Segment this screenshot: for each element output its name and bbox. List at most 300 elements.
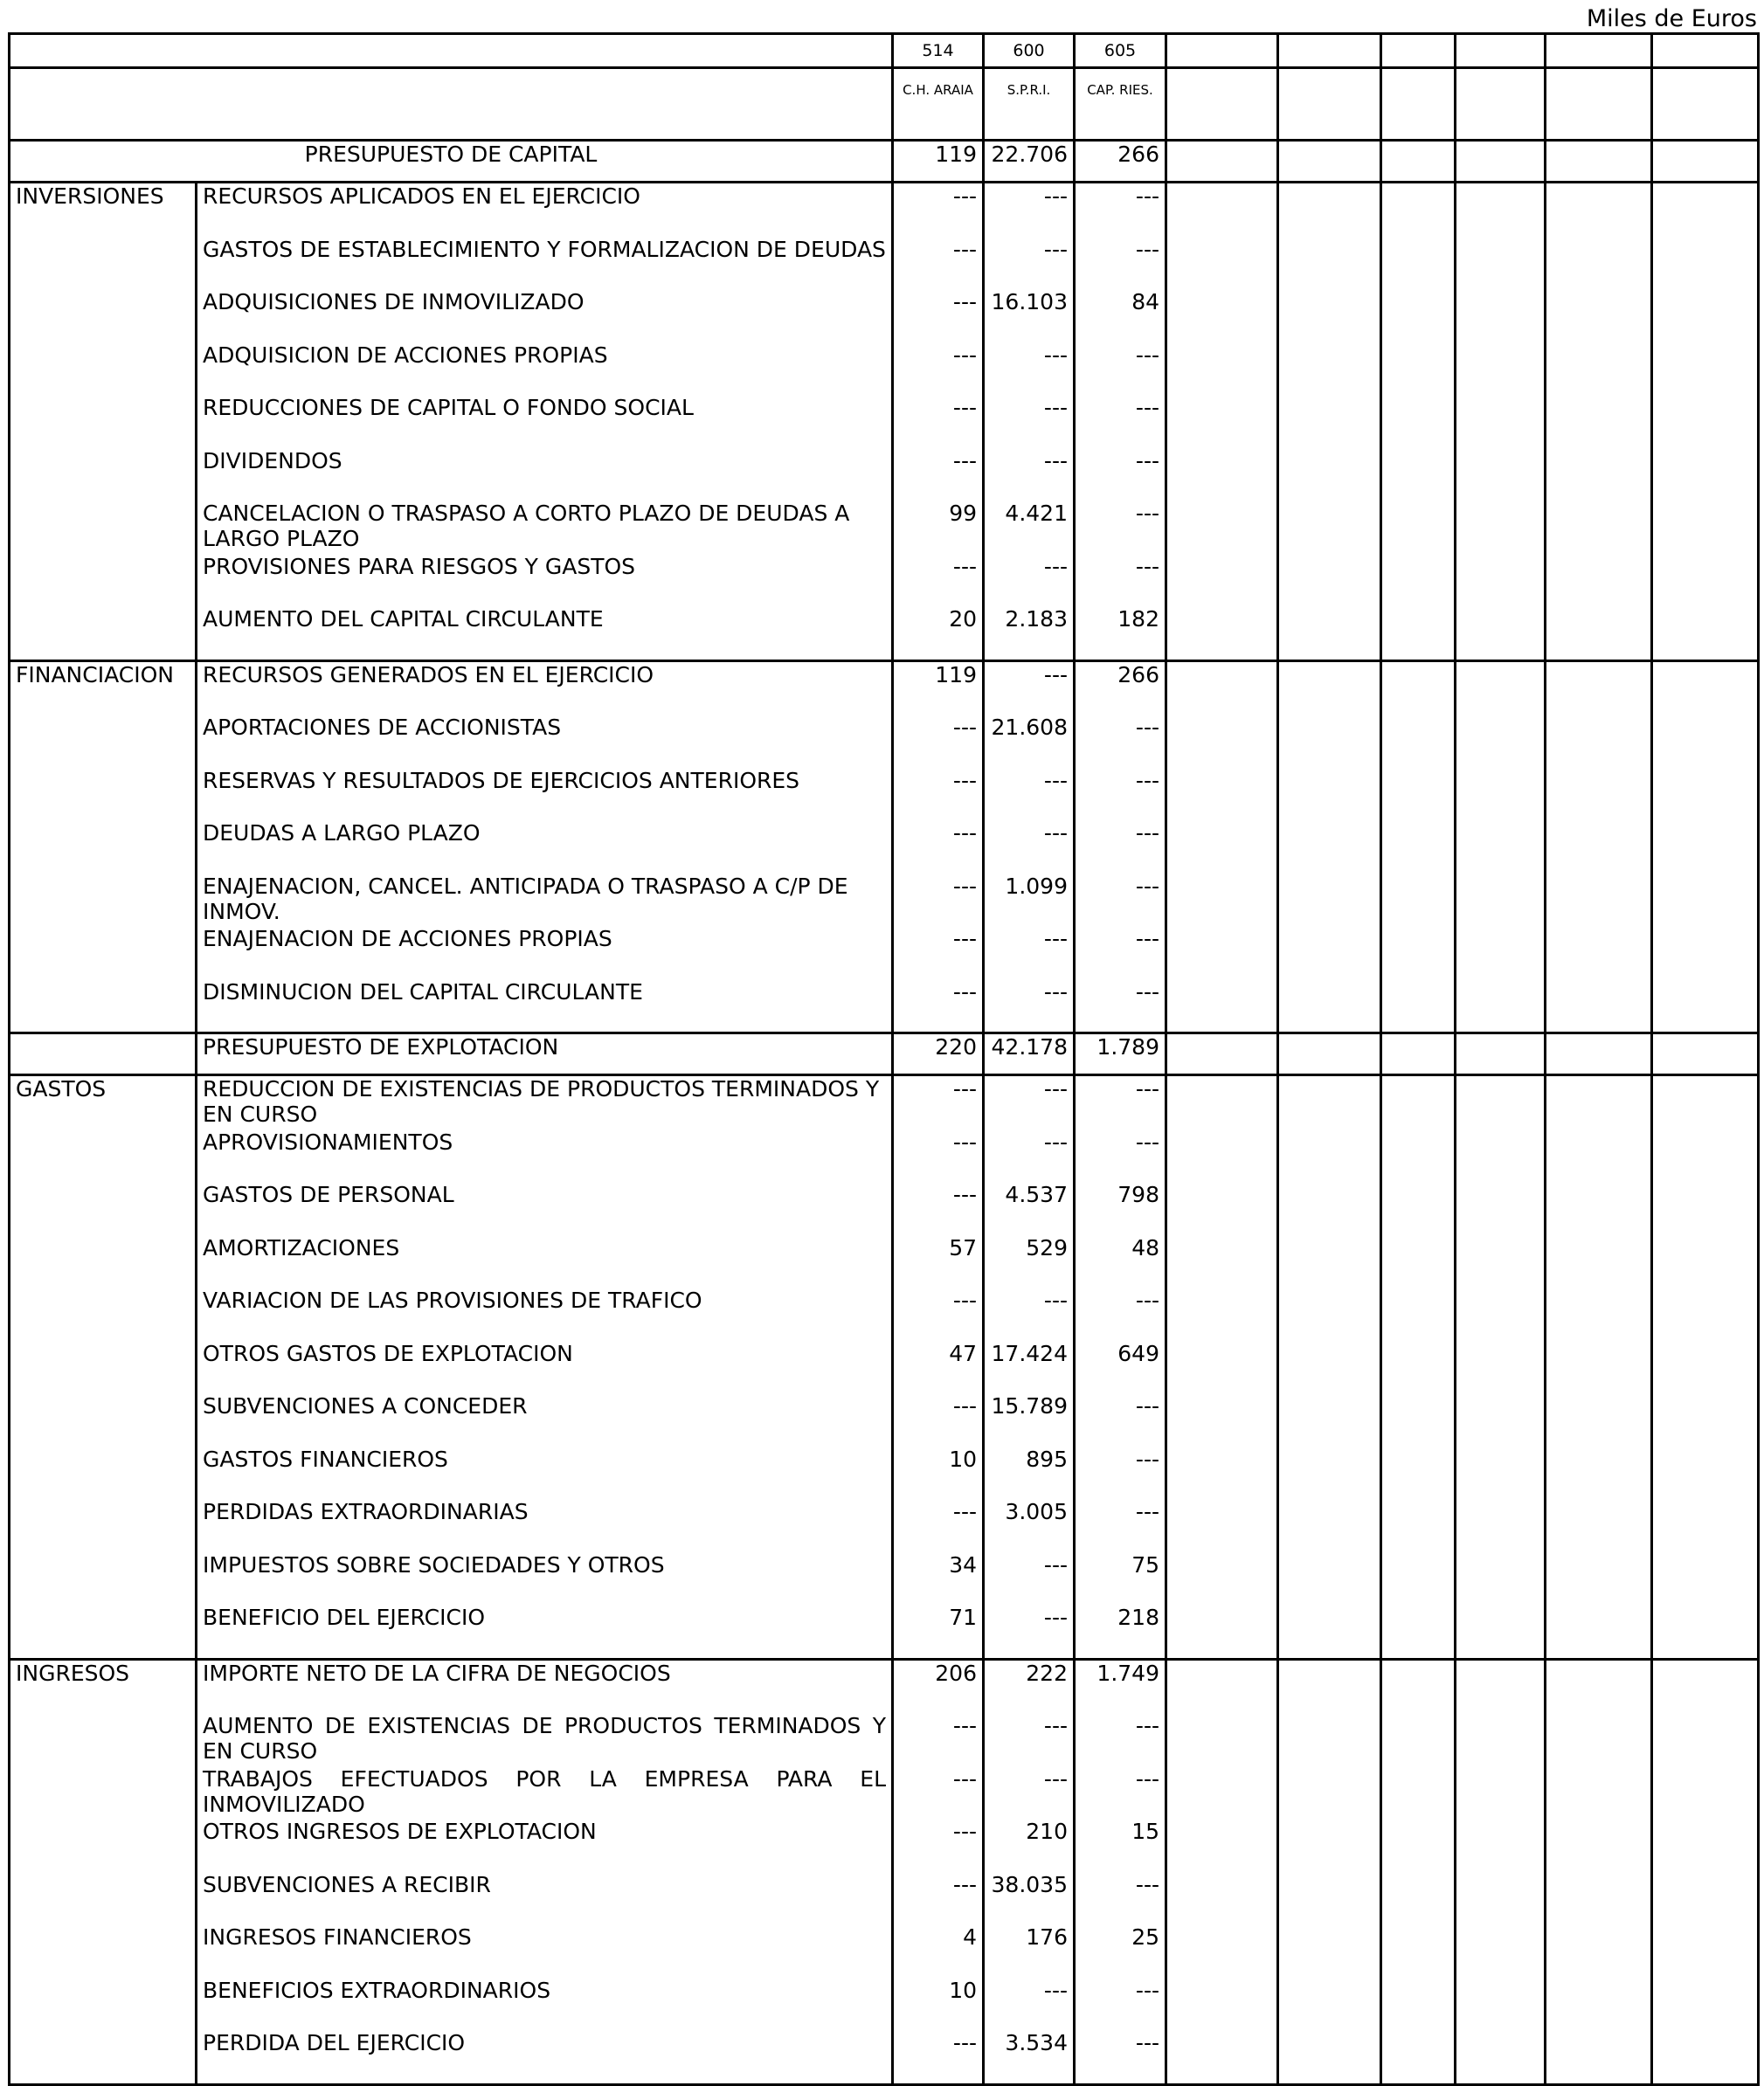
empty-column-cell bbox=[1381, 395, 1456, 448]
budget-total: 220 bbox=[893, 1033, 984, 1075]
table-row bbox=[10, 554, 1759, 607]
empty-column-cell bbox=[1166, 237, 1278, 290]
empty-column-cell bbox=[1166, 820, 1278, 874]
row-value: --- bbox=[893, 1075, 984, 1129]
row-value: --- bbox=[984, 183, 1075, 237]
row-value: 20 bbox=[893, 606, 984, 660]
column-code-row bbox=[10, 34, 1759, 68]
empty-column-cell bbox=[1278, 715, 1381, 768]
table-row bbox=[10, 183, 1759, 237]
row-value: --- bbox=[984, 395, 1075, 448]
row-value: --- bbox=[893, 979, 984, 1033]
empty-column-cell bbox=[1456, 448, 1546, 501]
empty-column-cell bbox=[1166, 2030, 1278, 2084]
row-label: PERDIDAS EXTRAORDINARIAS bbox=[197, 1499, 893, 1552]
row-label: RECURSOS GENERADOS EN EL EJERCICIO bbox=[197, 660, 893, 715]
empty-column-cell bbox=[1652, 1393, 1759, 1447]
empty-column-cell bbox=[1278, 342, 1381, 396]
empty-column-cell bbox=[1652, 1235, 1759, 1288]
row-value: 47 bbox=[893, 1341, 984, 1394]
empty-column-cell bbox=[1546, 1288, 1652, 1341]
empty-column-cell bbox=[1546, 1713, 1652, 1766]
empty-column-cell bbox=[1456, 1235, 1546, 1288]
row-value: --- bbox=[1075, 1393, 1166, 1447]
empty-column-cell bbox=[1652, 1129, 1759, 1183]
empty-column-cell bbox=[1456, 395, 1546, 448]
row-label: REDUCCIONES DE CAPITAL O FONDO SOCIAL bbox=[197, 395, 893, 448]
row-value: --- bbox=[1075, 1872, 1166, 1925]
row-value: 99 bbox=[893, 501, 984, 554]
row-value: --- bbox=[984, 342, 1075, 396]
row-label: RESERVAS Y RESULTADOS DE EJERCICIOS ANTERIORES bbox=[197, 768, 893, 821]
row-value: --- bbox=[1075, 768, 1166, 821]
row-label: IMPORTE NETO DE LA CIFRA DE NEGOCIOS bbox=[197, 1659, 893, 1713]
empty-column-cell bbox=[1546, 820, 1652, 874]
empty-column-cell bbox=[1456, 141, 1546, 183]
row-value: --- bbox=[1075, 1288, 1166, 1341]
table-row bbox=[10, 1075, 1759, 1129]
row-value: --- bbox=[893, 1872, 984, 1925]
empty-column-cell bbox=[1456, 1872, 1546, 1925]
empty-column-cell bbox=[1381, 1924, 1456, 1978]
row-value: --- bbox=[893, 2030, 984, 2084]
empty-column-cell bbox=[1456, 1978, 1546, 2031]
row-value: --- bbox=[984, 1978, 1075, 2031]
row-value: --- bbox=[1075, 448, 1166, 501]
empty-column-cell bbox=[1381, 342, 1456, 396]
empty-column-cell bbox=[1166, 1129, 1278, 1183]
row-value: 57 bbox=[893, 1235, 984, 1288]
empty-column-cell bbox=[1652, 1552, 1759, 1606]
row-value: --- bbox=[984, 1713, 1075, 1766]
empty-column-cell bbox=[1546, 874, 1652, 927]
column-name: S.P.R.I. bbox=[984, 68, 1075, 141]
table-row bbox=[10, 979, 1759, 1033]
row-label: ADQUISICION DE ACCIONES PROPIAS bbox=[197, 342, 893, 396]
empty-column-cell bbox=[1652, 2030, 1759, 2084]
empty-column-cell bbox=[1278, 1235, 1381, 1288]
empty-column-cell bbox=[1456, 1129, 1546, 1183]
empty-column-cell bbox=[1381, 1766, 1456, 1820]
empty-column-cell bbox=[1652, 820, 1759, 874]
row-label: VARIACION DE LAS PROVISIONES DE TRAFICO bbox=[197, 1288, 893, 1341]
row-value: 3.005 bbox=[984, 1499, 1075, 1552]
row-label: GASTOS DE PERSONAL bbox=[197, 1182, 893, 1235]
empty-column-cell bbox=[1546, 1978, 1652, 2031]
empty-column-cell bbox=[1456, 34, 1546, 68]
table-row bbox=[10, 2030, 1759, 2084]
empty-column-cell bbox=[1278, 1499, 1381, 1552]
empty-column-cell bbox=[1166, 979, 1278, 1033]
empty-column-cell bbox=[1278, 68, 1381, 141]
row-value: 206 bbox=[893, 1659, 984, 1713]
empty-column-cell bbox=[1278, 554, 1381, 607]
row-value: 119 bbox=[893, 660, 984, 715]
row-label: OTROS GASTOS DE EXPLOTACION bbox=[197, 1341, 893, 1394]
empty-column-cell bbox=[1381, 68, 1456, 141]
row-value: --- bbox=[1075, 554, 1166, 607]
empty-column-cell bbox=[1546, 1129, 1652, 1183]
empty-column-cell bbox=[1381, 1447, 1456, 1500]
table-row bbox=[10, 1766, 1759, 1820]
empty-column-cell bbox=[1381, 183, 1456, 237]
empty-column-cell bbox=[1278, 395, 1381, 448]
row-label: SUBVENCIONES A CONCEDER bbox=[197, 1393, 893, 1447]
row-value: --- bbox=[1075, 820, 1166, 874]
empty-column-cell bbox=[1652, 448, 1759, 501]
table-row bbox=[10, 1129, 1759, 1183]
row-label: DEUDAS A LARGO PLAZO bbox=[197, 820, 893, 874]
empty-column-cell bbox=[1456, 68, 1546, 141]
row-value: 38.035 bbox=[984, 1872, 1075, 1925]
empty-column-cell bbox=[1456, 1341, 1546, 1394]
row-value: 4.421 bbox=[984, 501, 1075, 554]
row-value: 266 bbox=[1075, 660, 1166, 715]
empty-column-cell bbox=[1456, 1182, 1546, 1235]
empty-column-cell bbox=[1381, 1819, 1456, 1872]
empty-column-cell bbox=[1652, 715, 1759, 768]
empty-column-cell bbox=[1652, 501, 1759, 554]
empty-column-cell bbox=[1546, 1499, 1652, 1552]
empty-column-cell bbox=[1652, 926, 1759, 979]
empty-column-cell bbox=[1652, 1499, 1759, 1552]
row-value: 75 bbox=[1075, 1552, 1166, 1606]
empty-column-cell bbox=[1546, 237, 1652, 290]
empty-column-cell bbox=[1166, 1659, 1278, 1713]
table-row bbox=[10, 289, 1759, 342]
empty-column-cell bbox=[1166, 1075, 1278, 1129]
empty-column-cell bbox=[1456, 1033, 1546, 1075]
header-blank bbox=[10, 68, 893, 141]
row-value: --- bbox=[1075, 1499, 1166, 1552]
empty-column-cell bbox=[1166, 1288, 1278, 1341]
row-label: APROVISIONAMIENTOS bbox=[197, 1129, 893, 1183]
column-name-row bbox=[10, 68, 1759, 141]
empty-column-cell bbox=[1381, 820, 1456, 874]
empty-column-cell bbox=[1278, 289, 1381, 342]
budget-total: 22.706 bbox=[984, 141, 1075, 183]
empty-column-cell bbox=[1546, 141, 1652, 183]
empty-column-cell bbox=[1278, 34, 1381, 68]
section-label: GASTOS bbox=[10, 1075, 197, 1660]
row-value: --- bbox=[1075, 926, 1166, 979]
row-value: --- bbox=[893, 874, 984, 927]
row-value: --- bbox=[984, 1552, 1075, 1606]
empty-column-cell bbox=[1652, 1182, 1759, 1235]
row-value: --- bbox=[893, 183, 984, 237]
empty-column-cell bbox=[1166, 606, 1278, 660]
row-label: AMORTIZACIONES bbox=[197, 1235, 893, 1288]
empty-column-cell bbox=[1278, 1978, 1381, 2031]
table-row bbox=[10, 660, 1759, 715]
empty-column-cell bbox=[1166, 1235, 1278, 1288]
empty-column-cell bbox=[1166, 554, 1278, 607]
empty-column-cell bbox=[1546, 1033, 1652, 1075]
row-value: --- bbox=[984, 448, 1075, 501]
empty-column-cell bbox=[1546, 606, 1652, 660]
empty-column-cell bbox=[1546, 1552, 1652, 1606]
row-value: --- bbox=[1075, 395, 1166, 448]
row-value: --- bbox=[893, 1766, 984, 1820]
section-label: INGRESOS bbox=[10, 1659, 197, 2084]
row-value: --- bbox=[984, 237, 1075, 290]
empty-column-cell bbox=[1166, 926, 1278, 979]
table-row bbox=[10, 1499, 1759, 1552]
empty-column-cell bbox=[1456, 660, 1546, 715]
row-label: PERDIDA DEL EJERCICIO bbox=[197, 2030, 893, 2084]
empty-column-cell bbox=[1166, 395, 1278, 448]
empty-column-cell bbox=[1652, 874, 1759, 927]
row-value: 16.103 bbox=[984, 289, 1075, 342]
row-label: REDUCCION DE EXISTENCIAS DE PRODUCTOS TERMINADOS Y EN CURSO bbox=[197, 1075, 893, 1129]
empty-column-cell bbox=[1166, 141, 1278, 183]
empty-column-cell bbox=[1278, 1341, 1381, 1394]
table-row bbox=[10, 342, 1759, 396]
empty-column-cell bbox=[1456, 183, 1546, 237]
row-value: --- bbox=[893, 448, 984, 501]
table-row bbox=[10, 501, 1759, 554]
row-value: 210 bbox=[984, 1819, 1075, 1872]
empty-column-cell bbox=[1546, 1341, 1652, 1394]
column-code: 514 bbox=[893, 34, 984, 68]
row-value: --- bbox=[984, 979, 1075, 1033]
row-value: --- bbox=[893, 342, 984, 396]
empty-column-cell bbox=[1278, 1129, 1381, 1183]
empty-column-cell bbox=[1166, 34, 1278, 68]
row-value: --- bbox=[893, 1819, 984, 1872]
table-row bbox=[10, 237, 1759, 290]
empty-column-cell bbox=[1166, 1341, 1278, 1394]
empty-column-cell bbox=[1652, 1819, 1759, 1872]
budget-total: 42.178 bbox=[984, 1033, 1075, 1075]
empty-column-cell bbox=[1652, 1447, 1759, 1500]
row-value: --- bbox=[1075, 715, 1166, 768]
row-value: 895 bbox=[984, 1447, 1075, 1500]
empty-column-cell bbox=[1278, 1075, 1381, 1129]
empty-column-cell bbox=[1456, 501, 1546, 554]
empty-column-cell bbox=[1546, 1075, 1652, 1129]
empty-column-cell bbox=[1381, 2030, 1456, 2084]
empty-column-cell bbox=[1652, 141, 1759, 183]
row-value: 649 bbox=[1075, 1341, 1166, 1394]
table-row bbox=[10, 1341, 1759, 1394]
empty-column-cell bbox=[1278, 1288, 1381, 1341]
empty-column-cell bbox=[1381, 768, 1456, 821]
empty-column-cell bbox=[1652, 1075, 1759, 1129]
empty-column-cell bbox=[1278, 660, 1381, 715]
empty-column-cell bbox=[1456, 554, 1546, 607]
budget-total: 266 bbox=[1075, 141, 1166, 183]
row-label: OTROS INGRESOS DE EXPLOTACION bbox=[197, 1819, 893, 1872]
table-row bbox=[10, 606, 1759, 660]
empty-column-cell bbox=[1166, 1872, 1278, 1925]
row-value: --- bbox=[893, 1713, 984, 1766]
row-label: AUMENTO DEL CAPITAL CIRCULANTE bbox=[197, 606, 893, 660]
empty-column-cell bbox=[1381, 1499, 1456, 1552]
empty-column-cell bbox=[1381, 660, 1456, 715]
empty-column-cell bbox=[1166, 448, 1278, 501]
empty-column-cell bbox=[1278, 141, 1381, 183]
empty-column-cell bbox=[1381, 1235, 1456, 1288]
table-row bbox=[10, 1659, 1759, 1713]
section-label: FINANCIACION bbox=[10, 660, 197, 1033]
row-value: --- bbox=[893, 237, 984, 290]
row-value: 15 bbox=[1075, 1819, 1166, 1872]
empty-column-cell bbox=[1546, 1924, 1652, 1978]
empty-column-cell bbox=[1278, 501, 1381, 554]
empty-column-cell bbox=[1381, 1129, 1456, 1183]
empty-column-cell bbox=[1381, 1393, 1456, 1447]
empty-column-cell bbox=[1456, 768, 1546, 821]
table-row bbox=[10, 1978, 1759, 2031]
empty-column-cell bbox=[1166, 1552, 1278, 1606]
section-label: INVERSIONES bbox=[10, 183, 197, 661]
row-label: ENAJENACION DE ACCIONES PROPIAS bbox=[197, 926, 893, 979]
row-value: --- bbox=[893, 289, 984, 342]
empty-column-cell bbox=[1546, 1182, 1652, 1235]
row-value: --- bbox=[893, 554, 984, 607]
table-row bbox=[10, 1182, 1759, 1235]
empty-column-cell bbox=[1456, 1659, 1546, 1713]
empty-column-cell bbox=[1381, 606, 1456, 660]
empty-column-cell bbox=[1652, 1872, 1759, 1925]
empty-column-cell bbox=[1652, 1659, 1759, 1713]
empty-column-cell bbox=[1546, 183, 1652, 237]
row-value: --- bbox=[893, 395, 984, 448]
empty-column-cell bbox=[1278, 606, 1381, 660]
empty-column-cell bbox=[1166, 1713, 1278, 1766]
column-code: 600 bbox=[984, 34, 1075, 68]
row-value: --- bbox=[893, 1499, 984, 1552]
empty-column-cell bbox=[1381, 1341, 1456, 1394]
budget-table bbox=[8, 32, 1760, 2086]
empty-column-cell bbox=[1546, 979, 1652, 1033]
empty-column-cell bbox=[1652, 1924, 1759, 1978]
empty-column-cell bbox=[1652, 1033, 1759, 1075]
empty-column-cell bbox=[1456, 820, 1546, 874]
table-row bbox=[10, 1872, 1759, 1925]
empty-column-cell bbox=[1278, 1924, 1381, 1978]
row-label: IMPUESTOS SOBRE SOCIEDADES Y OTROS bbox=[197, 1552, 893, 1606]
row-value: --- bbox=[1075, 183, 1166, 237]
row-label: DIVIDENDOS bbox=[197, 448, 893, 501]
empty-column-cell bbox=[1456, 1393, 1546, 1447]
row-value: --- bbox=[984, 1075, 1075, 1129]
row-label: SUBVENCIONES A RECIBIR bbox=[197, 1872, 893, 1925]
empty-column-cell bbox=[1652, 1978, 1759, 2031]
column-name: C.H. ARAIA bbox=[893, 68, 984, 141]
empty-column-cell bbox=[1381, 289, 1456, 342]
row-value: --- bbox=[1075, 1129, 1166, 1183]
empty-column-cell bbox=[1381, 1075, 1456, 1129]
empty-column-cell bbox=[1166, 1447, 1278, 1500]
empty-column-cell bbox=[1166, 1499, 1278, 1552]
budget-title-row bbox=[10, 141, 1759, 183]
row-value: --- bbox=[1075, 874, 1166, 927]
row-label: INGRESOS FINANCIEROS bbox=[197, 1924, 893, 1978]
column-name: CAP. RIES. bbox=[1075, 68, 1166, 141]
empty-column-cell bbox=[1381, 1978, 1456, 2031]
row-label: GASTOS FINANCIEROS bbox=[197, 1447, 893, 1500]
row-value: --- bbox=[984, 1129, 1075, 1183]
empty-column-cell bbox=[1278, 926, 1381, 979]
empty-column-cell bbox=[1166, 1924, 1278, 1978]
row-label: APORTACIONES DE ACCIONISTAS bbox=[197, 715, 893, 768]
empty-column-cell bbox=[1278, 237, 1381, 290]
row-value: 218 bbox=[1075, 1605, 1166, 1659]
empty-column-cell bbox=[1166, 1182, 1278, 1235]
empty-column-cell bbox=[1652, 979, 1759, 1033]
row-label: BENEFICIO DEL EJERCICIO bbox=[197, 1605, 893, 1659]
row-value: 1.099 bbox=[984, 874, 1075, 927]
row-value: 4.537 bbox=[984, 1182, 1075, 1235]
empty-column-cell bbox=[1546, 768, 1652, 821]
empty-column-cell bbox=[1166, 501, 1278, 554]
empty-column-cell bbox=[1546, 501, 1652, 554]
empty-column-cell bbox=[1456, 1447, 1546, 1500]
table-row bbox=[10, 874, 1759, 927]
row-value: --- bbox=[893, 1393, 984, 1447]
budget-table-body bbox=[10, 34, 1759, 2085]
empty-column-cell bbox=[1546, 1605, 1652, 1659]
empty-column-cell bbox=[1456, 1924, 1546, 1978]
empty-column-cell bbox=[1166, 768, 1278, 821]
table-row bbox=[10, 1819, 1759, 1872]
row-label: CANCELACION O TRASPASO A CORTO PLAZO DE DEUDAS A LARGO PLAZO bbox=[197, 501, 893, 554]
empty-column-cell bbox=[1278, 448, 1381, 501]
empty-column-cell bbox=[1381, 1605, 1456, 1659]
empty-column-cell bbox=[1546, 660, 1652, 715]
empty-column-cell bbox=[1278, 768, 1381, 821]
table-row bbox=[10, 715, 1759, 768]
row-value: --- bbox=[1075, 1447, 1166, 1500]
row-value: --- bbox=[1075, 1713, 1166, 1766]
row-value: --- bbox=[893, 768, 984, 821]
row-value: 10 bbox=[893, 1978, 984, 2031]
empty-column-cell bbox=[1546, 448, 1652, 501]
empty-column-cell bbox=[1278, 874, 1381, 927]
table-row bbox=[10, 1713, 1759, 1766]
table-row bbox=[10, 395, 1759, 448]
empty-column-cell bbox=[1166, 1033, 1278, 1075]
empty-column-cell bbox=[1652, 1341, 1759, 1394]
empty-column-cell bbox=[1166, 1605, 1278, 1659]
row-value: 15.789 bbox=[984, 1393, 1075, 1447]
row-value: --- bbox=[1075, 342, 1166, 396]
empty-column-cell bbox=[1278, 1605, 1381, 1659]
empty-column-cell bbox=[1381, 448, 1456, 501]
empty-column-cell bbox=[1546, 68, 1652, 141]
empty-column-cell bbox=[1456, 1713, 1546, 1766]
row-value: --- bbox=[984, 768, 1075, 821]
empty-column-cell bbox=[1278, 1872, 1381, 1925]
empty-column-cell bbox=[1546, 1235, 1652, 1288]
empty-column-cell bbox=[1381, 1288, 1456, 1341]
empty-column-cell bbox=[1278, 1819, 1381, 1872]
empty-column-cell bbox=[1456, 1605, 1546, 1659]
title-blank bbox=[10, 1033, 197, 1075]
empty-column-cell bbox=[1166, 1819, 1278, 1872]
empty-column-cell bbox=[1166, 1393, 1278, 1447]
row-value: --- bbox=[893, 715, 984, 768]
budget-total: 1.789 bbox=[1075, 1033, 1166, 1075]
row-value: --- bbox=[893, 820, 984, 874]
empty-column-cell bbox=[1381, 874, 1456, 927]
empty-column-cell bbox=[1278, 1182, 1381, 1235]
empty-column-cell bbox=[1456, 1819, 1546, 1872]
table-row bbox=[10, 1288, 1759, 1341]
table-row bbox=[10, 926, 1759, 979]
